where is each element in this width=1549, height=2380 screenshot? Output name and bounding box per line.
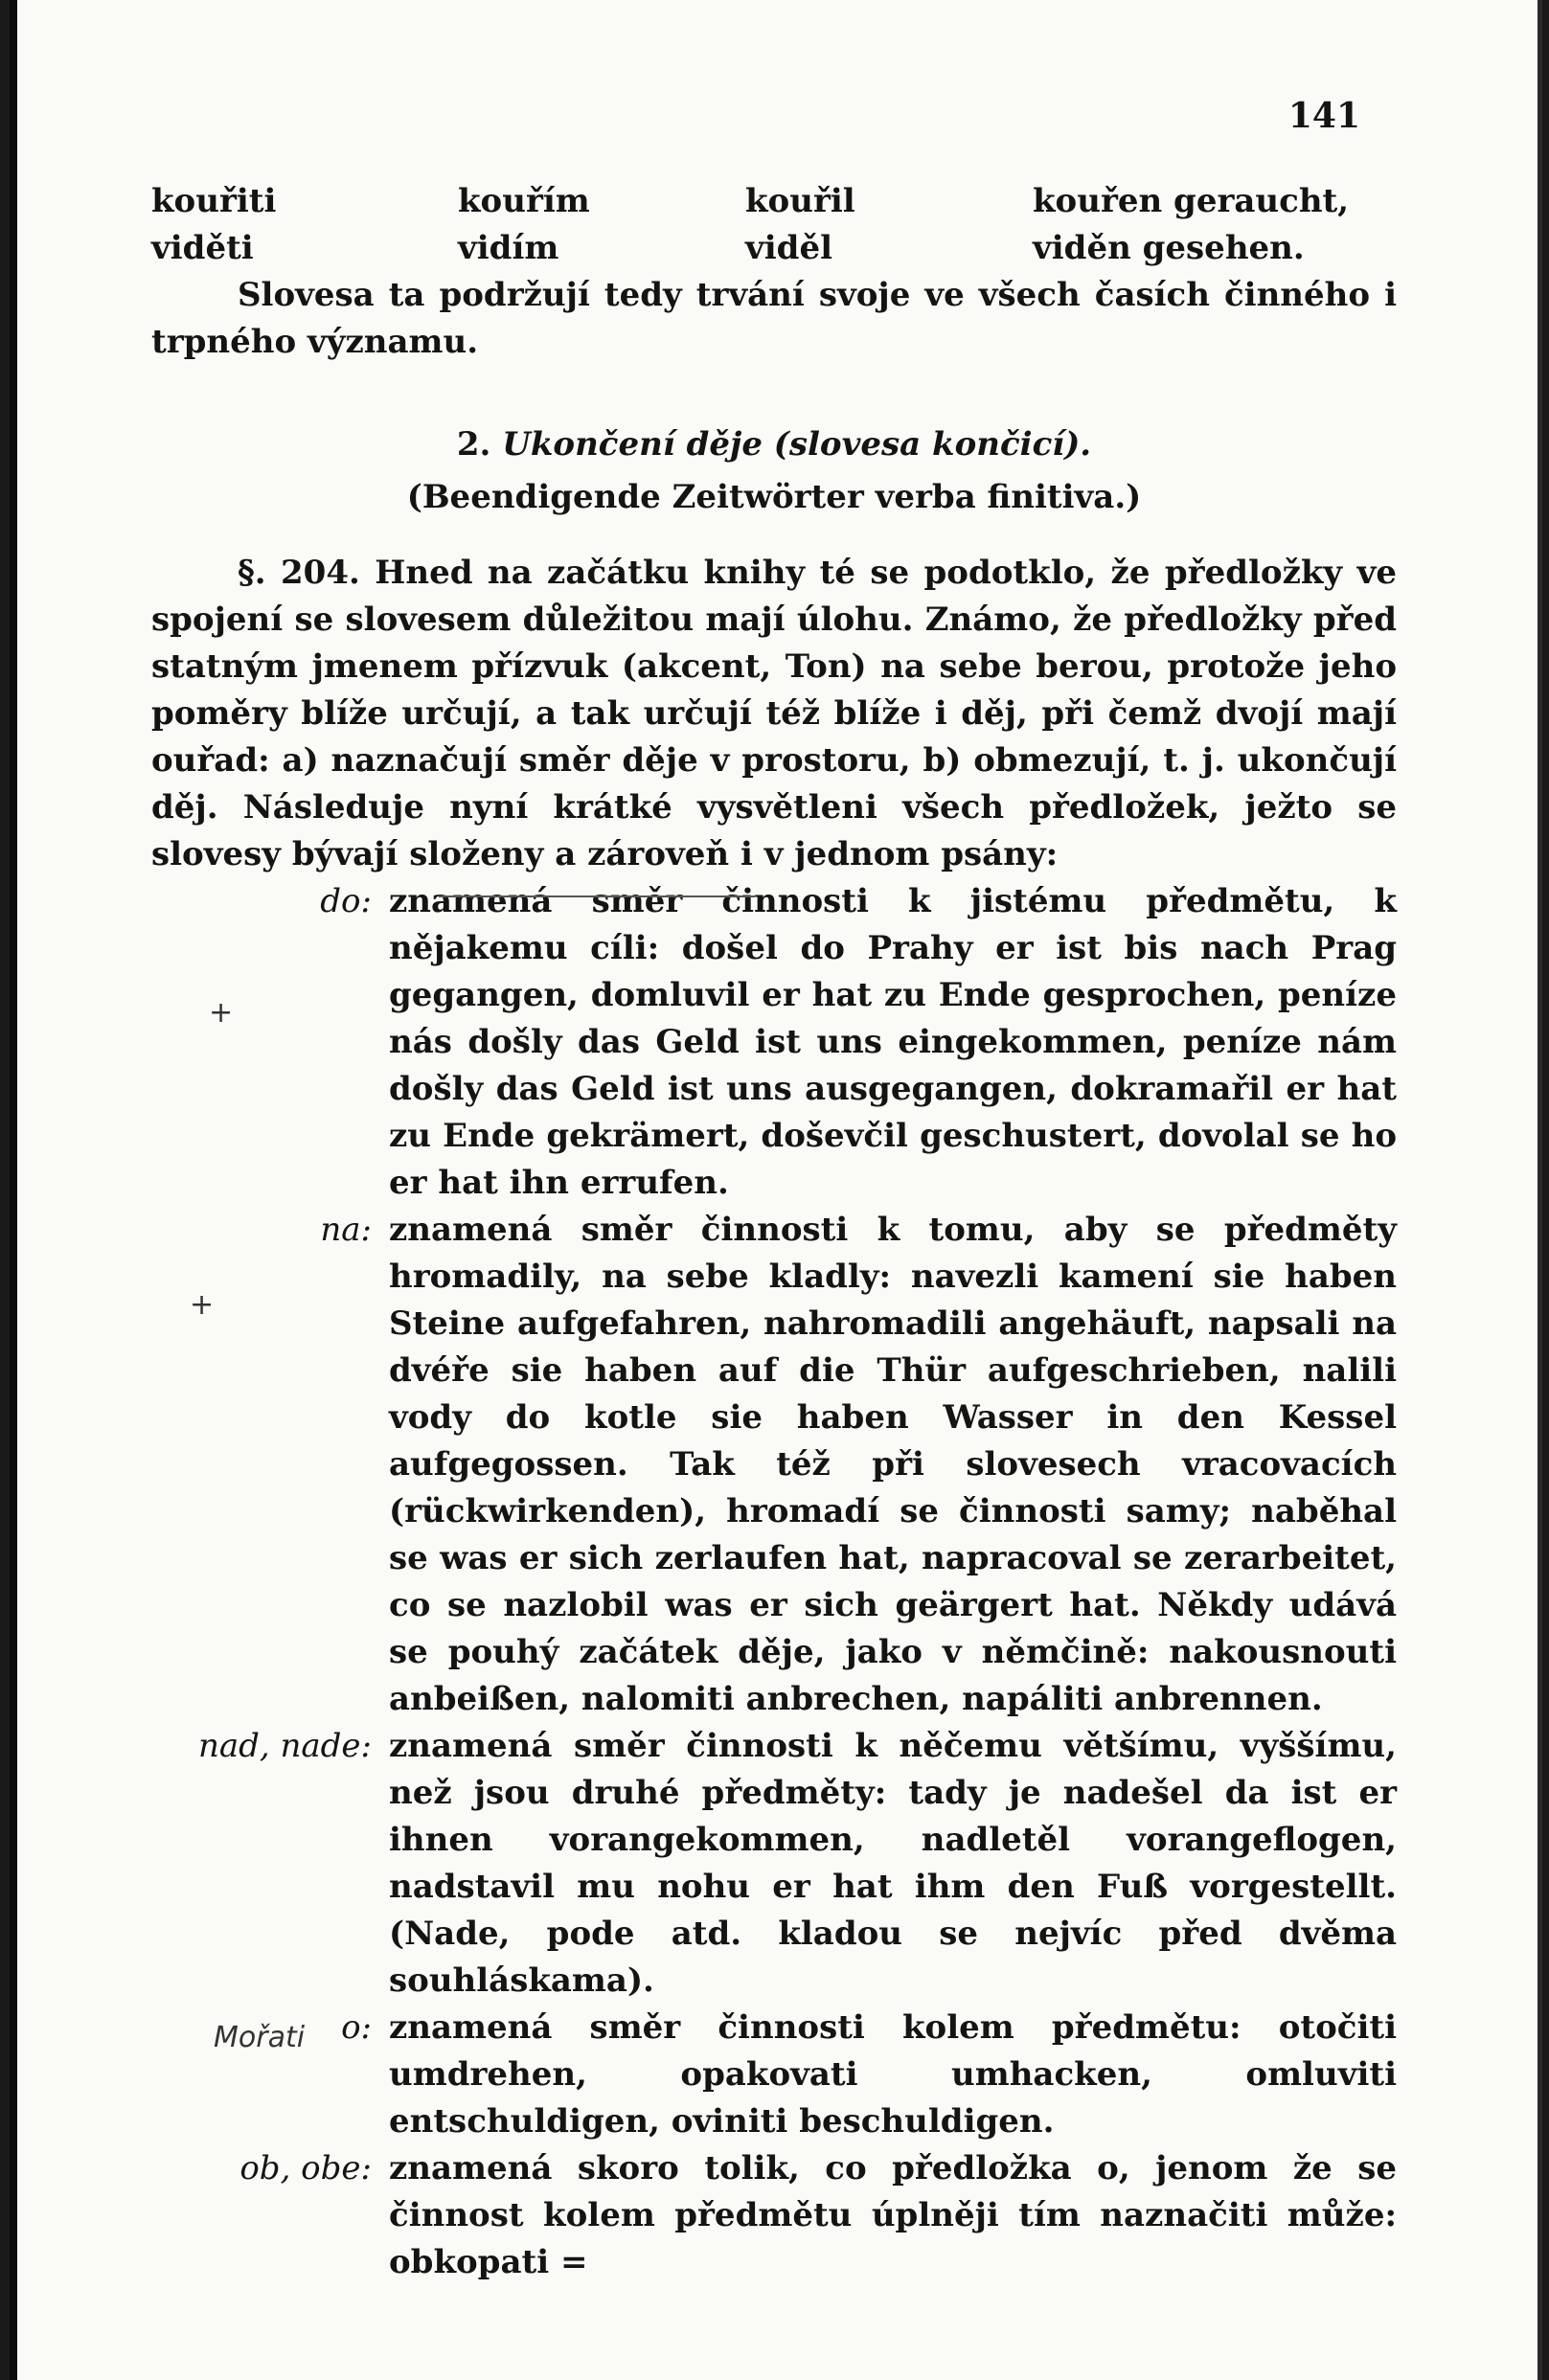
page-text: [151, 178, 1397, 2286]
prefix-text: znamená směr činnosti kolem předmětu: otočiti umdrehen, opakovati umhacken, omluviti entschuldigen, oviniti beschuldigen.: [389, 2008, 1397, 2141]
prefix-entry-ob: [151, 2145, 1397, 2286]
scan-edge: [1538, 0, 1542, 2380]
pencil-cross-mark-icon: +: [190, 1288, 215, 1322]
prefix-label: ob, obe:: [239, 2149, 372, 2187]
pencil-cross-mark-icon: +: [209, 996, 234, 1030]
prefix-text: znamená směr činnosti k tomu, aby se předměty hromadily, na sebe kladly: navezli kamení sie haben Steine aufgefahren, nahromadili angehäuft, napsali na dvéře sie haben auf die Thür aufgeschrieben, nalili vody do kotle sie haben Wasser in den Kessel aufgegossen. Tak též při slovesech vracovacích (rückwirkenden), hromadí se činnosti samy; naběhal se was er sich zerlaufen hat, napracoval se zerarbeitet, co se nazlobil was er sich geärgert hat. Někdy udává se pouhý začátek děje, jako v němčině: nakousnouti anbeißen, nalomiti anbrechen, napáliti anbrennen.: [389, 1211, 1397, 1718]
prefix-label: na:: [320, 1211, 372, 1249]
verb-present: vidím: [458, 229, 559, 267]
verb-row: [151, 178, 1397, 225]
verb-past: viděl: [745, 229, 832, 267]
verb-passive: viděn gesehen.: [1033, 229, 1305, 267]
verb-present: kouřím: [458, 182, 590, 220]
prefix-text: znamená směr činnosti k něčemu většímu, vyššímu, než jsou druhé předměty: tady je nadešel da ist er ihnen vorangekommen, nadletěl vorangeflogen, nadstavil mu nohu er hat ihm den Fuß vorgestellt. (Nade, pode atd. kladou se nejvíc před dvěma souhláskama).: [389, 1727, 1397, 2000]
prefix-label: nad, nade:: [197, 1727, 372, 1765]
prefix-text: znamená směr činnosti k jistému předmětu, k nějakemu cíli: došel do Prahy er ist bis nach Prag gegangen, domluvil er hat zu Ende gesprochen, peníze nás došly das Geld ist uns eingekommen, peníze nám došly das Geld ist uns ausgegangen, dokramařil er hat zu Ende gekrämert, doševčil geschustert, dovolal se ho er hat ihn errufen.: [389, 882, 1397, 1202]
verb-passive: kouřen geraucht,: [1033, 182, 1350, 220]
verb-past: kouřil: [745, 182, 855, 220]
prefix-text: znamená skoro tolik, co předložka o, jenom že se činnost kolem předmětu úplněji tím naznačiti může: obkopati =: [389, 2149, 1397, 2281]
section-heading: [151, 421, 1397, 468]
prefix-entry-do: [151, 878, 1397, 1207]
page-number: 141: [1287, 96, 1360, 136]
pencil-underline: [439, 895, 755, 897]
prefix-entry-nad: [151, 1723, 1397, 2005]
book-page: [10, 0, 1542, 2380]
prefix-label: o:: [341, 2008, 372, 2047]
prefix-entry-o: [151, 2005, 1397, 2145]
intro-text: Slovesa ta podržují tedy trvání svoje ve všech časích činného i trpného významu.: [151, 276, 1397, 361]
verb-infinitive: viděti: [151, 229, 254, 267]
prefix-label: do:: [320, 882, 372, 920]
verb-infinitive: kouřiti: [151, 182, 277, 220]
handwritten-note: Mořati: [214, 2021, 306, 2054]
prefix-entry-na: [151, 1207, 1397, 1723]
paragraph-204: §. 204. Hned na začátku knihy té se podotklo, že předložky ve spojení se slovesem důležitou mají úlohu. Známo, že předložky před statným jmenem přízvuk (akcent, Ton) na sebe berou, protože jeho poměry blíže určují, a tak určují též blíže i děj, při čemž dvojí mají ouřad: a) naznačují směr děje v prostoru, b) obmezují, t. j. ukončují děj. Následuje nyní krátké vysvětleni všech předložek, ježto se slovesy bývají složeny a zároveň i v jednom psány:: [151, 554, 1397, 873]
section-number: 2.: [456, 425, 491, 464]
section-title: Ukončení děje (slovesa končicí).: [502, 425, 1092, 464]
verb-row: [151, 225, 1397, 272]
section-subtitle: (Beendigende Zeitwörter verba finitiva.): [406, 478, 1142, 516]
